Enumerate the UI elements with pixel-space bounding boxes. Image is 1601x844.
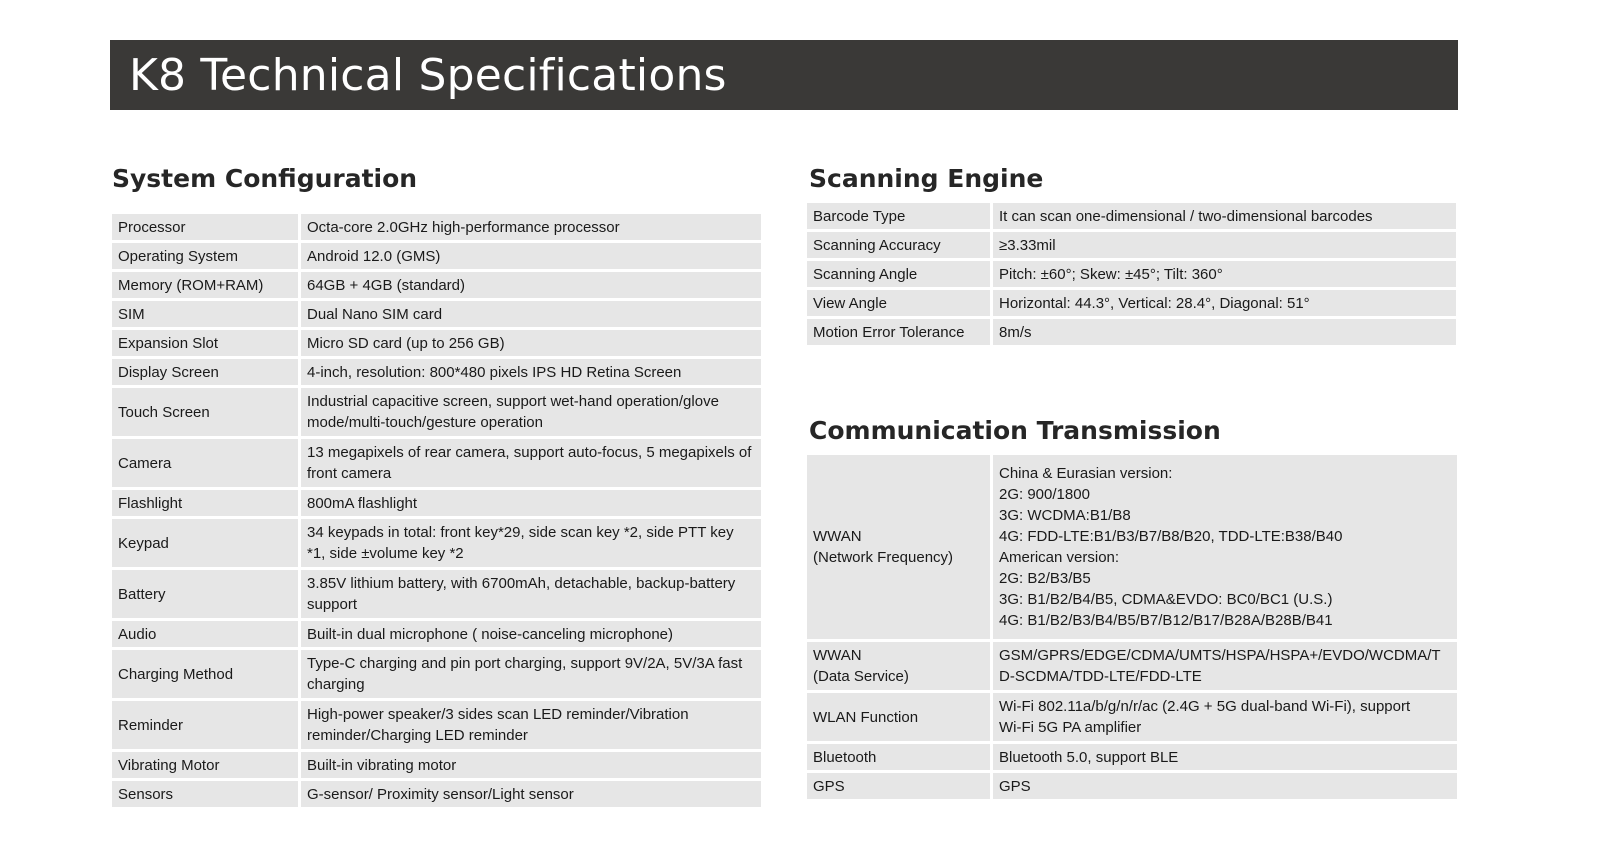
spec-row: [112, 388, 761, 436]
spec-value-line: 4G: FDD-LTE:B1/B3/B7/B8/B20, TDD-LTE:B38/B40: [999, 528, 1343, 545]
spec-label: [807, 455, 993, 639]
spec-value: 13 megapixels of rear camera, support auto-focus, 5 megapixels of front camera: [301, 439, 761, 487]
spec-value: Micro SD card (up to 256 GB): [301, 330, 761, 356]
spec-label: [807, 773, 993, 799]
spec-row: [807, 232, 1456, 258]
spec-row: [807, 744, 1457, 770]
spec-label: Processor: [112, 214, 301, 240]
spec-value: ≥3.33mil: [993, 232, 1456, 258]
spec-label: View Angle: [807, 290, 993, 316]
scanning-engine-table: [807, 200, 1456, 348]
system-configuration-heading: System Configuration: [112, 164, 418, 193]
title-banner: [110, 40, 1458, 110]
spec-row: [112, 439, 761, 487]
spec-row: [112, 650, 761, 698]
spec-value: Industrial capacitive screen, support wet-hand operation/glove mode/multi-touch/gesture operation: [301, 388, 761, 436]
spec-value: It can scan one-dimensional / two-dimensional barcodes: [993, 203, 1456, 229]
spec-value: Dual Nano SIM card: [301, 301, 761, 327]
spec-row: [807, 319, 1456, 345]
spec-label-line: WWAN: [813, 528, 862, 545]
spec-label: Battery: [112, 570, 301, 618]
spec-label-line: (Network Frequency): [813, 549, 954, 566]
spec-value: Horizontal: 44.3°, Vertical: 28.4°, Diagonal: 51°: [993, 290, 1456, 316]
spec-label: Vibrating Motor: [112, 752, 301, 778]
spec-label: Display Screen: [112, 359, 301, 385]
spec-row: [807, 261, 1456, 287]
spec-label-line: WLAN Function: [813, 708, 919, 726]
spec-value-line: Wi-Fi 5G PA amplifier: [999, 719, 1142, 736]
spec-value: Built-in dual microphone ( noise-canceling microphone): [301, 621, 761, 647]
spec-value-line: Wi-Fi 802.11a/b/g/n/r/ac (2.4G + 5G dual-band Wi-Fi), support: [999, 698, 1411, 715]
spec-value: High-power speaker/3 sides scan LED reminder/Vibration reminder/Charging LED reminder: [301, 701, 761, 749]
spec-value: Type-C charging and pin port charging, support 9V/2A, 5V/3A fast charging: [301, 650, 761, 698]
spec-row: [112, 519, 761, 567]
spec-row: [112, 621, 761, 647]
spec-value: G-sensor/ Proximity sensor/Light sensor: [301, 781, 761, 807]
spec-row: [112, 490, 761, 516]
spec-value-line: D-SCDMA/TDD-LTE/FDD-LTE: [999, 668, 1202, 685]
spec-label: [807, 744, 993, 770]
spec-label: Barcode Type: [807, 203, 993, 229]
spec-value: 34 keypads in total: front key*29, side scan key *2, side PTT key *1, side ±volume key *2: [301, 519, 761, 567]
system-configuration-table: [112, 211, 761, 810]
spec-label: Reminder: [112, 701, 301, 749]
spec-row: [112, 272, 761, 298]
spec-value: [993, 773, 1457, 799]
communication-transmission-table: [807, 452, 1457, 802]
scanning-engine-heading: Scanning Engine: [809, 164, 1044, 193]
spec-row: [112, 752, 761, 778]
spec-value: [993, 744, 1457, 770]
spec-value: Android 12.0 (GMS): [301, 243, 761, 269]
spec-value-line: 2G: B2/B3/B5: [999, 570, 1091, 587]
spec-row: [112, 701, 761, 749]
spec-value-line: GSM/GPRS/EDGE/CDMA/UMTS/HSPA/HSPA+/EVDO/WCDMA/T: [999, 647, 1441, 664]
spec-value: 3.85V lithium battery, with 6700mAh, detachable, backup-battery support: [301, 570, 761, 618]
spec-label: [807, 642, 993, 690]
spec-row: [807, 203, 1456, 229]
spec-row: [807, 642, 1457, 690]
spec-label: [807, 693, 993, 741]
spec-row: [112, 243, 761, 269]
spec-label: Scanning Angle: [807, 261, 993, 287]
spec-value: [993, 455, 1457, 639]
spec-value: [993, 642, 1457, 690]
spec-label-line: GPS: [813, 777, 845, 795]
spec-value-line: Bluetooth 5.0, support BLE: [999, 748, 1179, 766]
spec-label-line: Bluetooth: [813, 748, 877, 766]
spec-label: Sensors: [112, 781, 301, 807]
spec-row: [112, 330, 761, 356]
spec-row: [112, 301, 761, 327]
spec-label: Keypad: [112, 519, 301, 567]
spec-label: Memory (ROM+RAM): [112, 272, 301, 298]
spec-label: Scanning Accuracy: [807, 232, 993, 258]
spec-value-line: GPS: [999, 777, 1031, 795]
spec-value-line: 4G: B1/B2/B3/B4/B5/B7/B12/B17/B28A/B28B/B41: [999, 612, 1333, 629]
spec-label: Expansion Slot: [112, 330, 301, 356]
spec-label: Motion Error Tolerance: [807, 319, 993, 345]
spec-value-line: 3G: B1/B2/B4/B5, CDMA&EVDO: BC0/BC1 (U.S.): [999, 591, 1333, 608]
spec-row: [807, 773, 1457, 799]
spec-label: Audio: [112, 621, 301, 647]
spec-value-line: 3G: WCDMA:B1/B8: [999, 507, 1131, 524]
spec-value-line: China & Eurasian version:: [999, 465, 1173, 482]
spec-label-line: (Data Service): [813, 668, 909, 685]
spec-value-line: American version:: [999, 549, 1120, 566]
spec-value: 64GB + 4GB (standard): [301, 272, 761, 298]
spec-value: [993, 693, 1457, 741]
spec-value-line: 2G: 900/1800: [999, 486, 1090, 503]
spec-value: 8m/s: [993, 319, 1456, 345]
spec-label: Camera: [112, 439, 301, 487]
spec-label: Operating System: [112, 243, 301, 269]
spec-value: Octa-core 2.0GHz high-performance processor: [301, 214, 761, 240]
spec-row: [112, 781, 761, 807]
spec-value: Built-in vibrating motor: [301, 752, 761, 778]
spec-row: [112, 214, 761, 240]
spec-value: 4-inch, resolution: 800*480 pixels IPS HD Retina Screen: [301, 359, 761, 385]
communication-transmission-heading: Communication Transmission: [809, 416, 1221, 445]
spec-label: Flashlight: [112, 490, 301, 516]
spec-row: [807, 290, 1456, 316]
spec-label: Touch Screen: [112, 388, 301, 436]
spec-row: [112, 359, 761, 385]
spec-row: [807, 455, 1457, 639]
spec-value: Pitch: ±60°; Skew: ±45°; Tilt: 360°: [993, 261, 1456, 287]
page-title: K8 Technical Specifications: [129, 49, 727, 101]
spec-row: [807, 693, 1457, 741]
spec-label-line: WWAN: [813, 647, 862, 664]
spec-row: [112, 570, 761, 618]
spec-label: SIM: [112, 301, 301, 327]
spec-value: 800mA flashlight: [301, 490, 761, 516]
spec-label: Charging Method: [112, 650, 301, 698]
